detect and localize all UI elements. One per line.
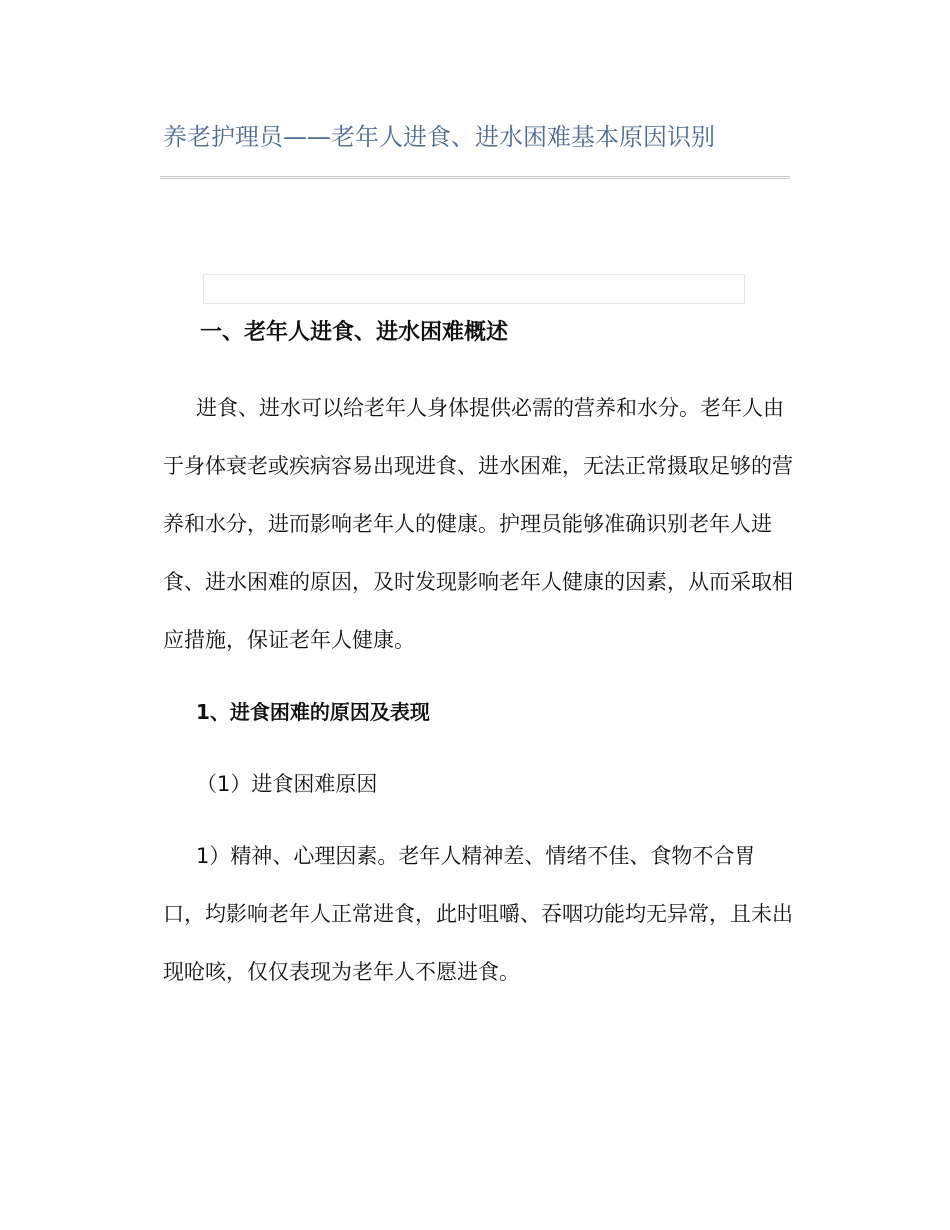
overview-paragraph: 进食、进水可以给老年人身体提供必需的营养和水分。老年人由于身体衰老或疾病容易出现进食、进水困难，无法正常摄取足够的营养和水分，进而影响老年人的健康。护理员能够准确识别老年人进食、进水困难的原因，及时发现影响老年人健康的因素，从而采取相应措施，保证老年人健康。 (163, 396, 793, 652)
empty-content-box (203, 274, 745, 304)
cause-item-paragraph: 1）精神、心理因素。老年人精神差、情绪不佳、食物不合胃口，均影响老年人正常进食，此时咀嚼、吞咽功能均无异常，且未出现呛咳，仅仅表现为老年人不愿进食。 (163, 844, 793, 984)
subheading-eating-difficulty-causes: 1、进食困难的原因及表现 (196, 700, 430, 724)
subsubheading-causes: （1）进食困难原因 (196, 772, 378, 796)
title-divider (160, 176, 790, 179)
document-title: 养老护理员——老年人进食、进水困难基本原因识别 (163, 123, 715, 151)
section-heading-overview: 一、老年人进食、进水困难概述 (200, 320, 509, 345)
